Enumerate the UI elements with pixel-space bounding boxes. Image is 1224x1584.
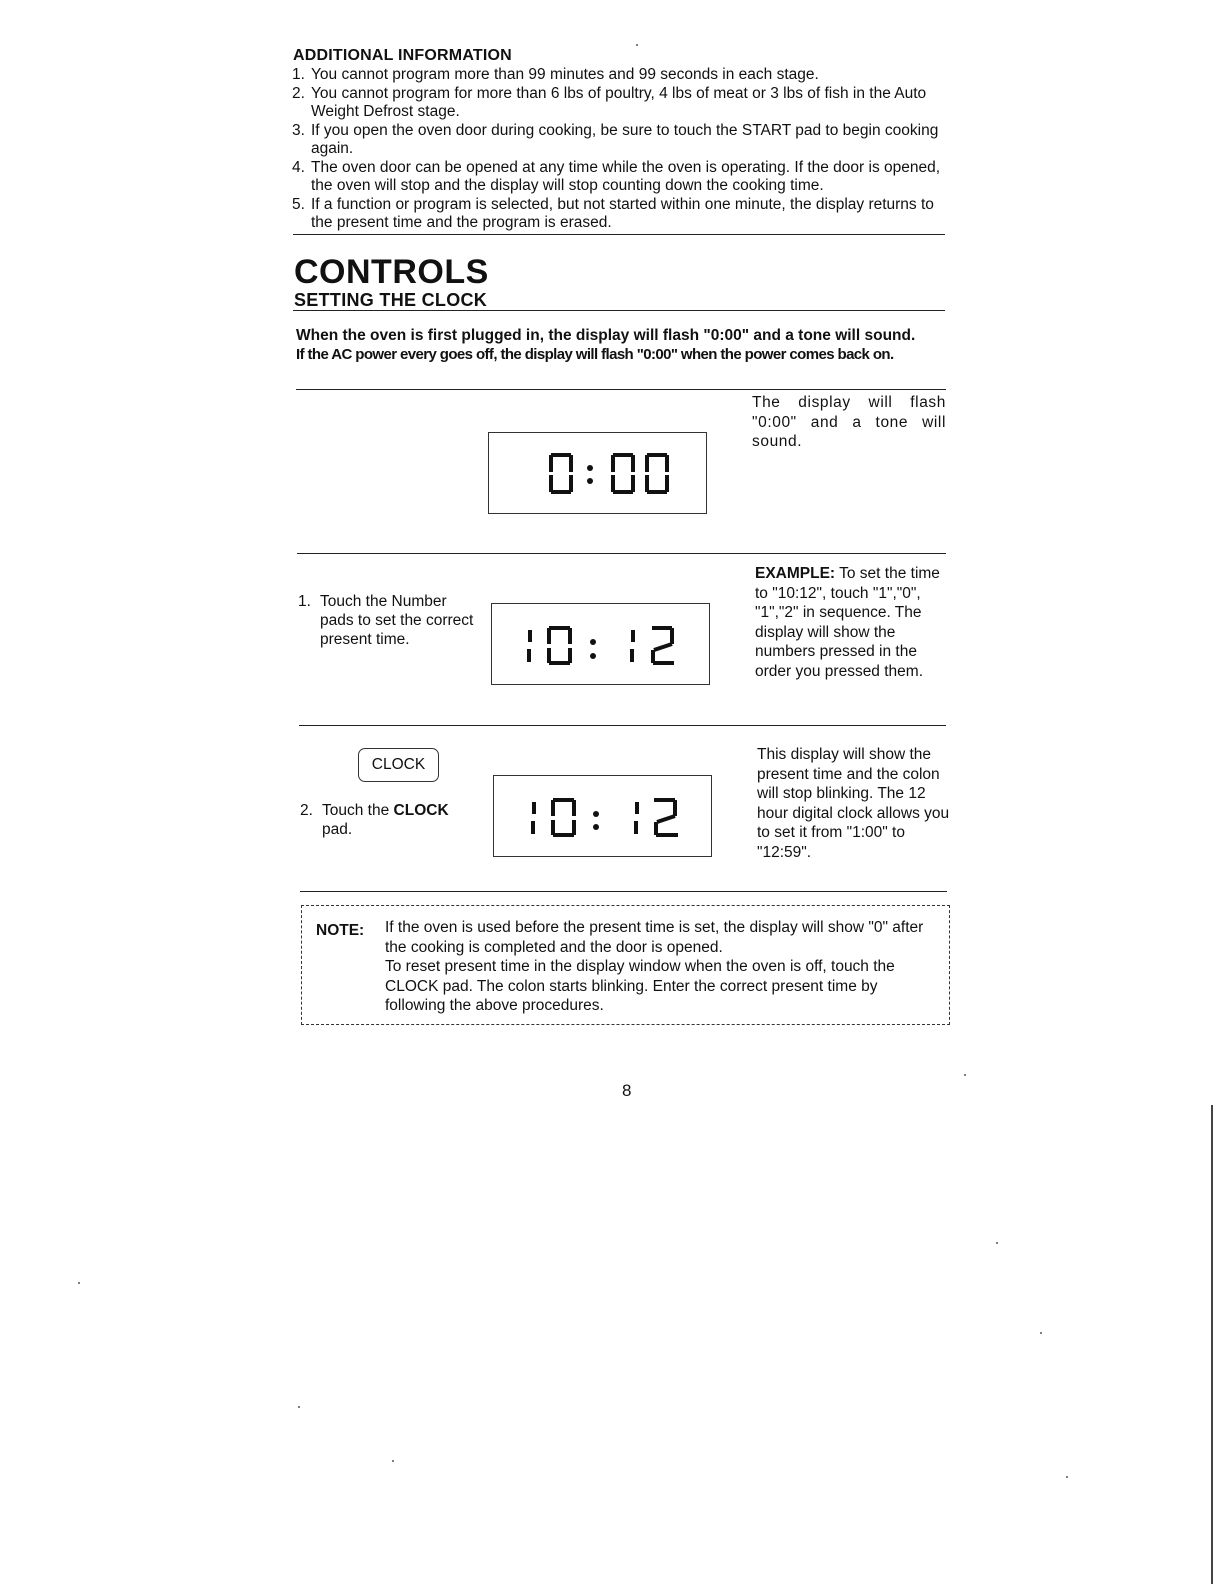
- lcd-display-step2: [493, 775, 712, 857]
- intro-line-1: When the oven is first plugged in, the display will flash "0:00" and a tone will sound.: [296, 327, 916, 344]
- step-instruction: Touch the Number pads to set the correct present time.: [320, 593, 474, 648]
- step-number: 2.: [300, 802, 313, 819]
- lcd-digit-0: [551, 455, 571, 492]
- list-item-number: 1.: [292, 66, 305, 83]
- lcd-digit-1: [533, 802, 534, 834]
- lcd-colon-top: [590, 639, 596, 645]
- section-subtitle: SETTING THE CLOCK: [294, 290, 488, 310]
- section-divider: [293, 234, 945, 235]
- step-2: [300, 801, 480, 839]
- lcd-colon-bottom: [587, 478, 593, 484]
- step-instruction-prefix: Touch the: [322, 802, 390, 819]
- lcd-digit-2: [654, 800, 678, 835]
- section-divider: [299, 725, 946, 726]
- scan-edge-line: [1211, 1105, 1213, 1584]
- clock-pad-button[interactable]: CLOCK: [358, 748, 439, 782]
- list-item-number: 2.: [292, 84, 305, 102]
- lcd-digits-0-00: [489, 433, 706, 513]
- lcd-digit-1: [636, 802, 637, 834]
- list-item-number: 3.: [292, 121, 305, 139]
- scan-speck: [392, 1460, 394, 1462]
- scan-speck: [996, 1242, 998, 1244]
- subtitle-divider: [293, 310, 945, 311]
- step-1: [298, 592, 478, 649]
- list-item: [292, 66, 952, 85]
- lcd-colon-bottom: [590, 653, 596, 659]
- lcd-display-step1: [491, 603, 710, 685]
- lcd-digit-2: [652, 628, 674, 663]
- lcd-digit-0: [549, 628, 570, 663]
- lcd-display-initial: [488, 432, 707, 514]
- list-item-number: 5.: [292, 195, 305, 213]
- lcd-digits-10-12: [494, 776, 711, 856]
- page-number: 8: [622, 1081, 632, 1100]
- scan-speck: [1066, 1476, 1068, 1478]
- step-instruction: [300, 801, 480, 839]
- scan-speck: [1040, 1332, 1042, 1334]
- list-item: [292, 196, 952, 233]
- initial-display-description: The display will flash "0:00" and a tone will sound.: [752, 394, 946, 450]
- scan-speck: [298, 1406, 300, 1408]
- lcd-colon-bottom: [593, 824, 599, 830]
- list-item-text: You cannot program more than 99 minutes and 99 seconds in each stage.: [311, 66, 819, 83]
- list-item-text: You cannot program for more than 6 lbs of poultry, 4 lbs of meat or 3 lbs of fish in the Auto Weight Defrost stage.: [311, 84, 927, 120]
- note-label: NOTE:: [316, 922, 365, 939]
- lcd-colon-top: [593, 811, 599, 817]
- example-text: To set the time to "10:12", touch "1","0", "1","2" in sequence. The display will show the numbers pressed in the order you pressed them.: [755, 565, 940, 680]
- scan-speck: [964, 1074, 966, 1076]
- lcd-digit-0: [613, 455, 633, 492]
- section-divider: [297, 553, 946, 554]
- list-item-text: If a function or program is selected, but not started within one minute, the display returns to the present time and the program is erased.: [311, 195, 934, 231]
- section-divider: [296, 389, 946, 390]
- lcd-digit-0: [647, 455, 667, 492]
- step-number: 1.: [298, 593, 311, 610]
- lcd-digits-10-12: [492, 604, 709, 684]
- section-divider: [300, 891, 947, 892]
- list-item: [292, 122, 952, 159]
- additional-info-list: [292, 66, 952, 233]
- list-item-text: If you open the oven door during cooking, be sure to touch the START pad to begin cooking again.: [311, 121, 939, 157]
- note-line-1: If the oven is used before the present time is set, the display will show "0" after the cooking is completed and the door is opened.: [385, 919, 924, 956]
- lcd-digit-1: [632, 630, 633, 662]
- step-instruction-suffix: pad.: [322, 821, 353, 838]
- list-item-number: 4.: [292, 158, 305, 176]
- lcd-digit-0: [553, 800, 574, 835]
- example-description: [755, 564, 949, 681]
- note-body: [385, 918, 940, 1016]
- example-label: EXAMPLE:: [755, 565, 836, 582]
- lcd-digit-1: [529, 630, 530, 662]
- scan-speck: [636, 44, 638, 46]
- lcd-colon-top: [587, 465, 593, 471]
- intro-line-2: If the AC power every goes off, the display will flash "0:00" when the power comes back on.: [296, 346, 894, 363]
- list-item-text: The oven door can be opened at any time while the oven is operating. If the door is opened, the oven will stop and the display will stop counting down the cooking time.: [311, 158, 941, 194]
- note-line-2: To reset present time in the display window when the oven is off, touch the CLOCK pad. The colon starts blinking. Enter the correct present time by following the above procedures.: [385, 958, 895, 1014]
- scan-speck: [78, 1282, 80, 1284]
- step-instruction-clock: CLOCK: [393, 802, 449, 819]
- list-item: [292, 85, 952, 122]
- additional-info-heading: ADDITIONAL INFORMATION: [293, 47, 512, 64]
- step2-description: This display will show the present time and the colon will stop blinking. The 12 hour digital clock allows you to set it from "1:00" to "12:59".: [757, 746, 950, 861]
- page-title: CONTROLS: [294, 253, 489, 291]
- list-item: [292, 159, 952, 196]
